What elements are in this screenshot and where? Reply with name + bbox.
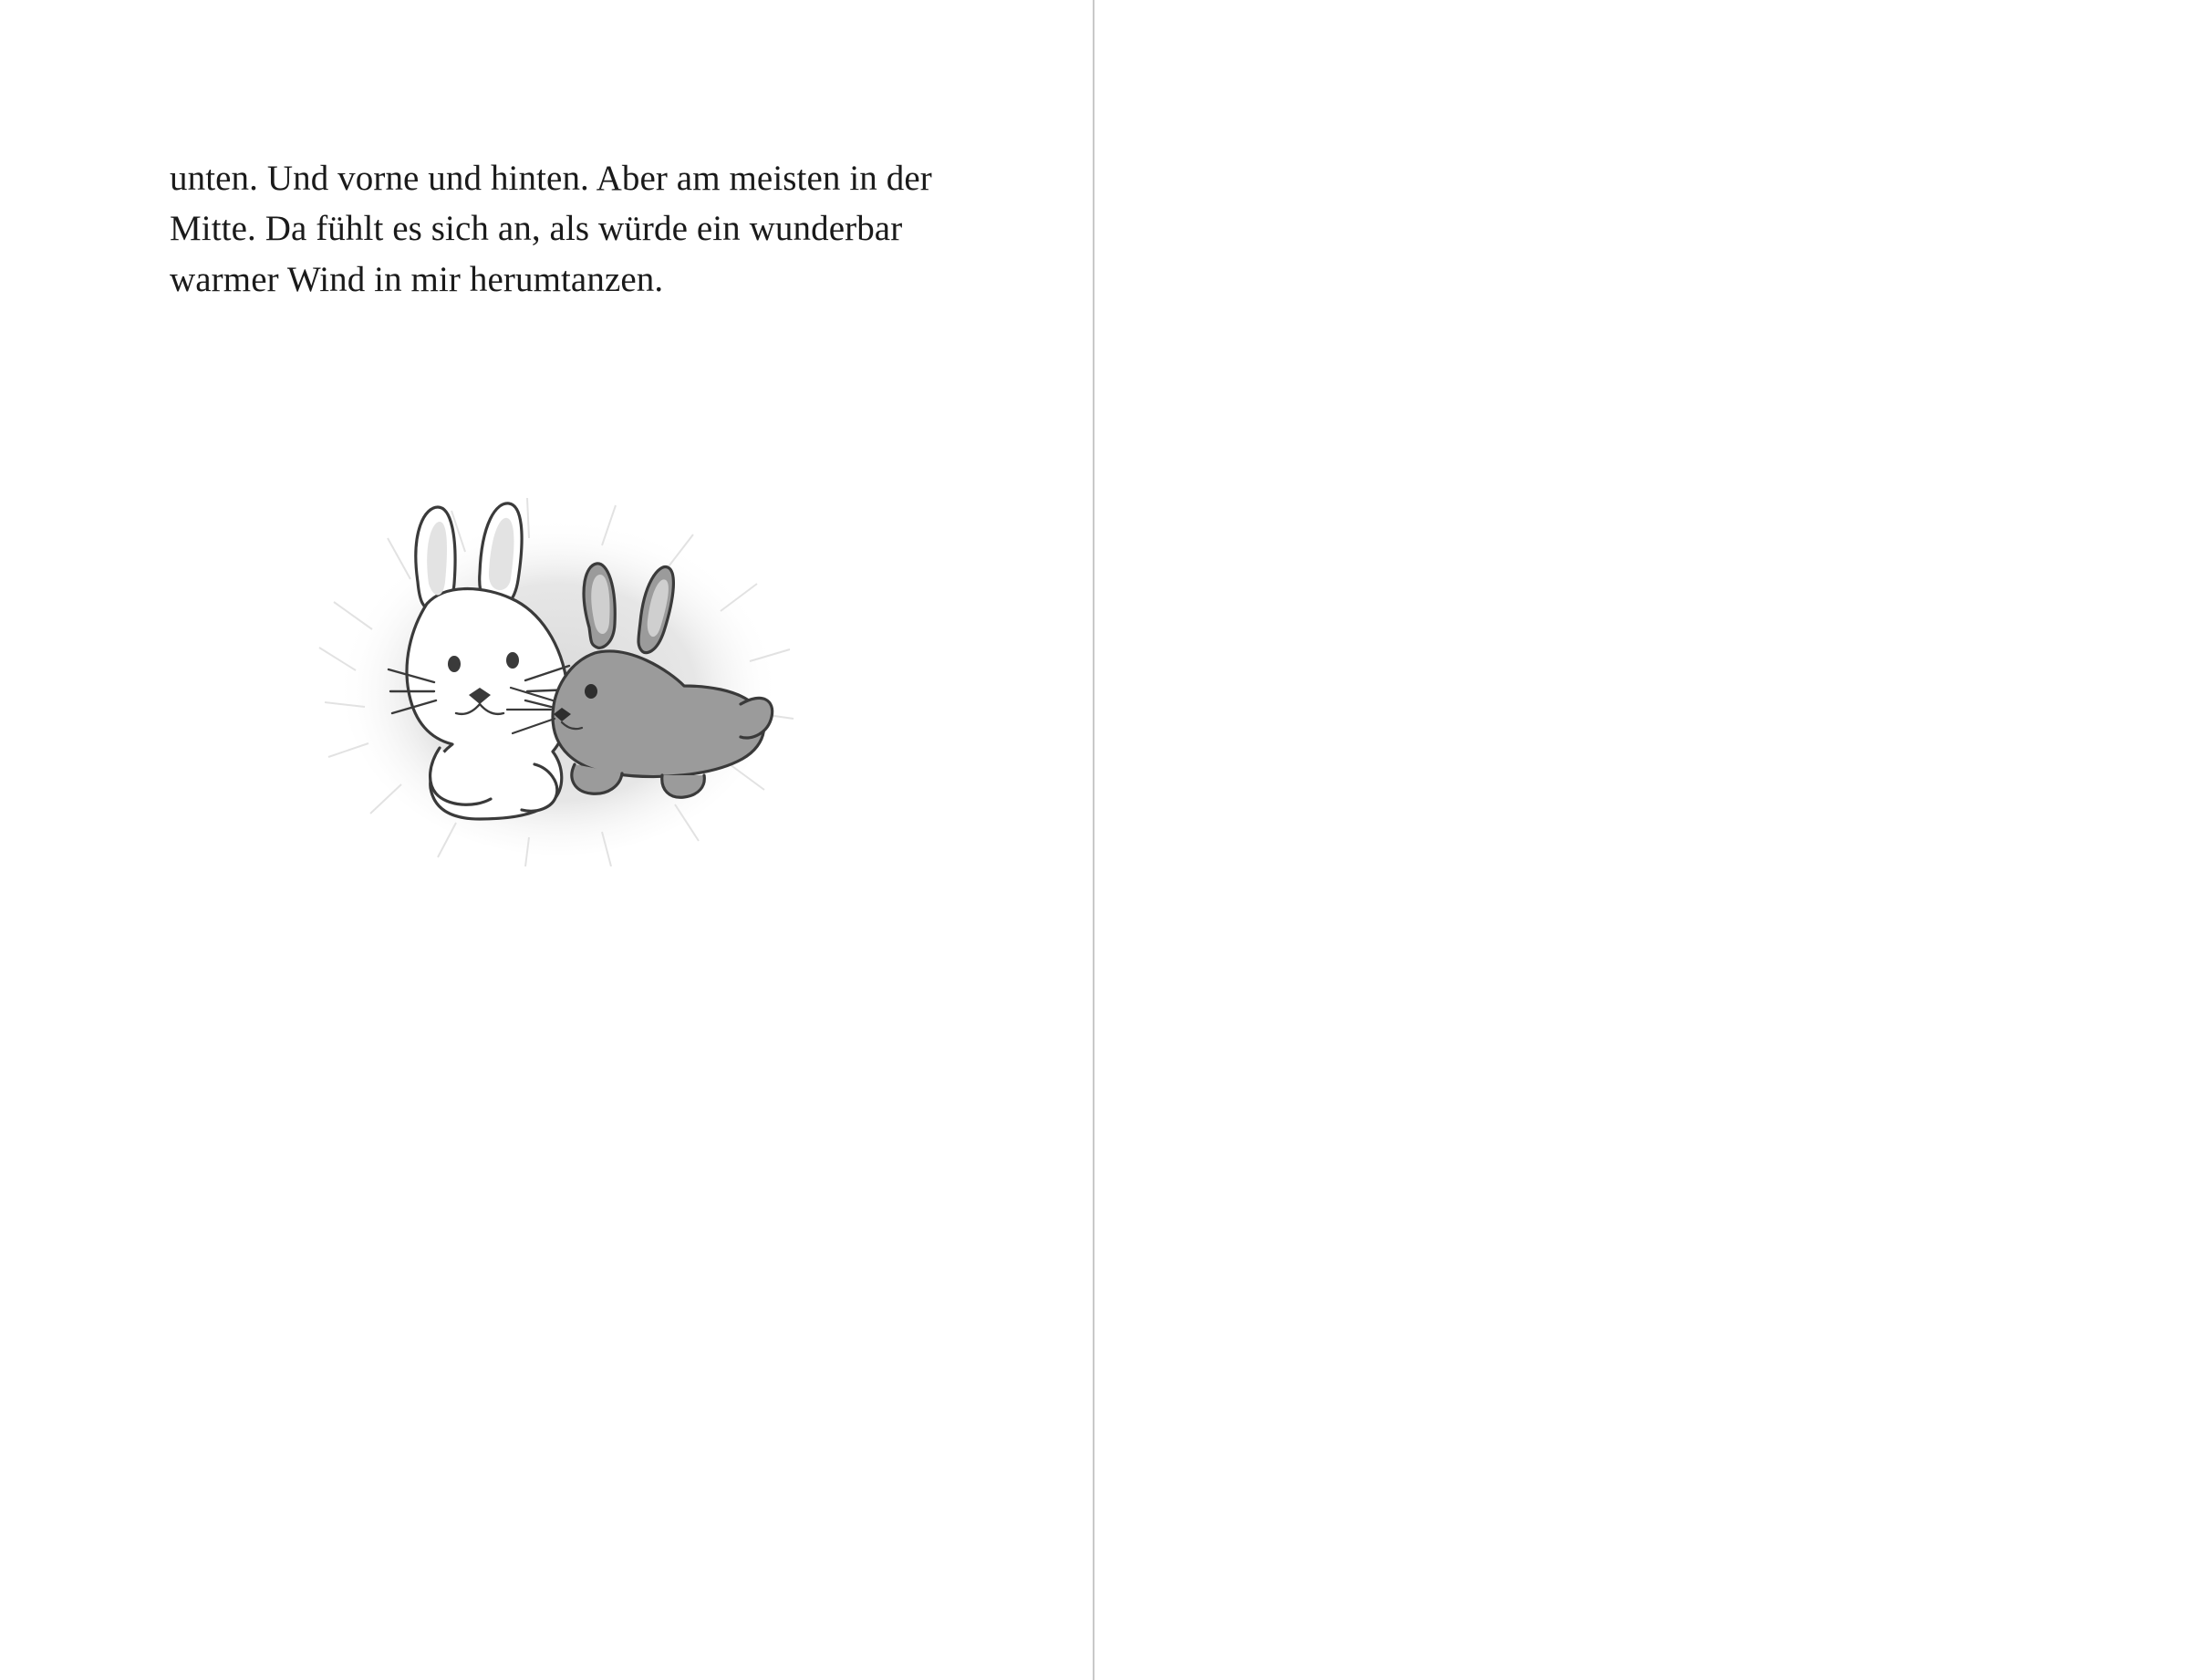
left-page — [0, 0, 1094, 1680]
left-paragraph: unten. Und vorne und hinten. Aber am meisten in der Mitte. Da fühlt es sich an, als würde ein wunderbar warmer Wind in mir herumtanzen. — [170, 159, 932, 299]
two-rabbits-illustration — [301, 474, 812, 866]
left-page-body-text — [170, 153, 972, 305]
right-page — [1094, 0, 2189, 1680]
